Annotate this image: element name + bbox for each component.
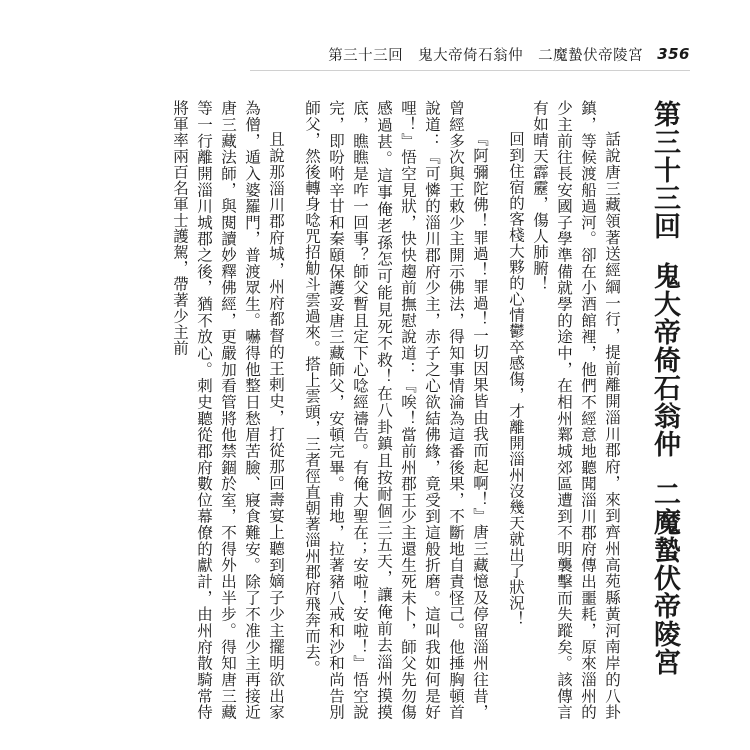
vertical-body-text — [171, 100, 690, 720]
chapter-title — [638, 100, 690, 720]
running-header-chapter: 第三十三回 鬼大帝倚石翁仲 二魔蟄伏帝陵宮 — [328, 47, 644, 64]
chapter-title-part1: 鬼大帝倚石翁仲 — [649, 262, 680, 458]
paragraph-3: 『阿彌陀佛！罪過！罪過！一切因果皆由我而起啊！』唐三藏憶及停留淄州往昔，曾經多次與王敕少主開示佛法，得知事情淪為這番後果，不斷地自責怪己。他捶胸頓首說道：『可憐的淄川郡府少主，赤子之心欲結佛緣，竟受到這般折磨。這叫我如何是好哩！』悟空見狀，快快趨前撫慰說道：『唉！當前州郡王少主還生死未卜，師父先勿傷感過甚。這事俺老孫怎可能見死不救！在八卦鎮且按耐個三五天，讓俺前去淄州摸摸底，瞧瞧是咋一回事？師父暫且定下心唸經禱告。有俺大聖在；安啦！安啦！』悟空說完，即吩咐辛甘和秦頤保護妥唐三藏師父，安頓完畢。甫地，拉著豬八戒和沙和尚告別師父，然後轉身唸咒招觔斗雲過來。搭上雲頭，三者徑直朝著淄州郡府飛奔而去。 — [303, 100, 489, 720]
chapter-title-part2: 二魔蟄伏帝陵宮 — [649, 480, 680, 676]
header-rule — [250, 70, 690, 71]
paragraph-2: 回到住宿的客棧大夥的心情鬱卒感傷，才離開淄州沒幾天就出了狀況！ — [507, 131, 525, 627]
paragraph-1: 話說唐三藏領著送經綱一行，提前離開淄川郡府，來到齊州高苑縣黃河南岸的八卦鎮，等候渡船過河。卻在小酒館裡，他們不經意地聽聞淄川郡府傳出噩耗，原來淄州的少主前往長安國子學準備就學的途中，在相州鄴城郊區遭到不明襲擊而失蹤矣。該傳言有如晴天霹靂，傷人肺腑！ — [531, 100, 621, 720]
page-number: 356 — [657, 45, 690, 63]
running-header — [250, 42, 690, 66]
chapter-number: 第三十三回 — [649, 100, 680, 240]
paragraph-4: 且說那淄川郡府城，州府都督的王剌史，打從那回壽宴上聽到嫡子少主擺明欲出家為僧，遁入婆羅門，普渡眾生。嚇得他整日愁眉苦臉、寢食難安。除了不准少主再接近唐三藏法師，與閱讀妙釋佛經，更嚴加看管將他禁錮於室，不得外出半步。得知唐三藏等一行離開淄川城郡之後，猶不放心。刺史聽從郡府數位幕僚的獻計，由州府散騎常侍將軍率兩百名軍士護駕，帶著少主前 — [171, 100, 285, 720]
